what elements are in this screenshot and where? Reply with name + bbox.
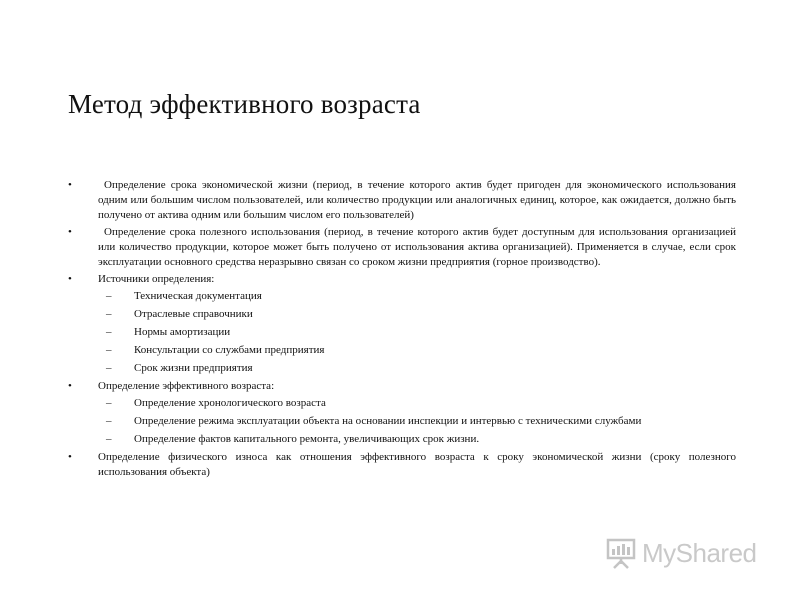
- bullet-text: Определение физического износа как отношения эффективного возраста к сроку экономической жизни (сроку полезного использования объекта): [98, 451, 736, 478]
- dash-marker: –: [106, 344, 112, 356]
- bullet-item: [68, 178, 736, 223]
- bullet-marker: •: [68, 179, 72, 191]
- bullet-text: Источники определения:: [98, 273, 215, 285]
- bullet-marker: •: [68, 451, 72, 463]
- dash-marker: –: [106, 433, 112, 445]
- dash-marker: –: [106, 290, 112, 302]
- presentation-board-icon: [606, 537, 636, 569]
- sub-item-text: Консультации со службами предприятия: [134, 344, 325, 356]
- bullet-marker: •: [68, 273, 72, 285]
- sub-item-text: Определение режима эксплуатации объекта на основании инспекции и интервью с техническими службами: [134, 415, 642, 427]
- dash-marker: –: [106, 415, 112, 427]
- sub-item-text: Техническая документация: [134, 290, 262, 302]
- sub-list-item: [68, 432, 736, 447]
- bullet-text: Определение эффективного возраста:: [98, 380, 275, 392]
- myshared-logo[interactable]: [606, 536, 757, 570]
- sub-list-item: [68, 325, 736, 340]
- bullet-text: Определение срока полезного использования (период, в течение которого актив будет доступным для использования организацией или количество продукции, которое может быть получено от использования актива организацией). Применяется в случае, если срок эксплуатации основного средства неразрывно связан со сроком жизни предприятия (горное производство).: [98, 226, 736, 268]
- bullet-list: [68, 178, 736, 480]
- dash-marker: –: [106, 397, 112, 409]
- bullet-text: Определение срока экономической жизни (период, в течение которого актив будет пригоден для экономического использования одним или большим числом пользователей, или количество продукции или аналогичных единиц, которое, как ожидается, должно быть получено от актива одним или большим числом его пользователей): [98, 179, 736, 221]
- sub-list: [68, 396, 736, 447]
- sub-item-text: Определение фактов капитального ремонта, увеличивающих срок жизни.: [134, 433, 480, 445]
- slide-content: [68, 178, 736, 482]
- sub-item-text: Отраслевые справочники: [134, 308, 253, 320]
- dash-marker: –: [106, 362, 112, 374]
- bullet-item: [68, 272, 736, 287]
- sub-item-text: Нормы амортизации: [134, 326, 231, 338]
- bullet-marker: •: [68, 226, 72, 238]
- sub-list-item: [68, 289, 736, 304]
- sub-item-text: Срок жизни предприятия: [134, 362, 253, 374]
- bullet-item: [68, 450, 736, 480]
- sublist-container: [68, 396, 736, 447]
- sub-list: [68, 289, 736, 376]
- sub-list-item: [68, 396, 736, 411]
- sublist-container: [68, 289, 736, 376]
- logo-text: MyShared: [642, 537, 757, 568]
- bullet-item: [68, 379, 736, 394]
- dash-marker: –: [106, 308, 112, 320]
- sub-list-item: [68, 361, 736, 376]
- dash-marker: –: [106, 326, 112, 338]
- slide-title: Метод эффективного возраста: [68, 89, 421, 119]
- bullet-item: [68, 225, 736, 270]
- sub-item-text: Определение хронологического возраста: [134, 397, 326, 409]
- sub-list-item: [68, 414, 736, 429]
- bullet-marker: •: [68, 380, 72, 392]
- sub-list-item: [68, 343, 736, 358]
- sub-list-item: [68, 307, 736, 322]
